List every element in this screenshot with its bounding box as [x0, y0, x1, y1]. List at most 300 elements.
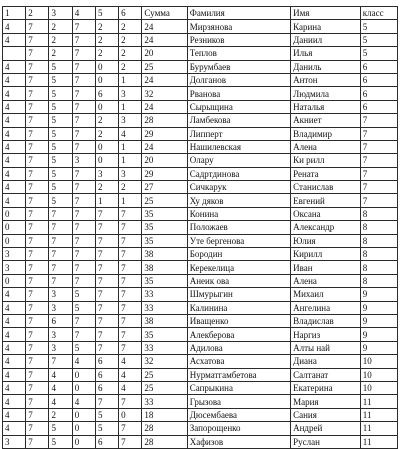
cell-sum: 35 [142, 221, 187, 234]
cell-grade: 8 [360, 221, 397, 234]
cell-task-4: 7 [72, 33, 95, 46]
cell-task-1: 4 [3, 314, 26, 327]
cell-task-3: 7 [49, 248, 72, 261]
cell-task-2: 7 [26, 355, 49, 368]
cell-task-4: 0 [72, 381, 95, 394]
cell-task-1: 3 [3, 248, 26, 261]
cell-task-4: 7 [72, 261, 95, 274]
cell-sum: 38 [142, 261, 187, 274]
cell-task-2: 7 [26, 341, 49, 354]
cell-task-2: 7 [26, 167, 49, 180]
header-cell-name: Имя [291, 7, 361, 20]
cell-task-4: 7 [72, 20, 95, 33]
cell-task-4: 7 [72, 73, 95, 86]
cell-surname: Бурумбаев [187, 60, 290, 73]
cell-task-3: 5 [49, 435, 72, 448]
cell-task-5: 7 [95, 395, 118, 408]
header-cell-task-1: 1 [3, 7, 26, 20]
table-row [3, 368, 398, 381]
cell-sum: 33 [142, 341, 187, 354]
cell-name: Ки рилл [291, 154, 361, 167]
cell-task-2: 7 [26, 33, 49, 46]
cell-task-6: 7 [119, 314, 142, 327]
cell-task-5: 7 [95, 207, 118, 220]
cell-task-2: 7 [26, 301, 49, 314]
cell-grade: 11 [360, 408, 397, 421]
cell-task-6: 4 [119, 127, 142, 140]
cell-surname: Асхатова [187, 355, 290, 368]
table-row [3, 140, 398, 153]
cell-task-3: 5 [49, 154, 72, 167]
cell-task-6: 2 [119, 20, 142, 33]
cell-sum: 33 [142, 395, 187, 408]
table-row [3, 355, 398, 368]
cell-surname: Мирзянова [187, 20, 290, 33]
cell-name: Владимир [291, 127, 361, 140]
cell-task-4: 7 [72, 181, 95, 194]
cell-sum: 32 [142, 355, 187, 368]
cell-task-1: 4 [3, 140, 26, 153]
cell-task-4: 7 [72, 328, 95, 341]
cell-task-6: 0 [119, 408, 142, 421]
cell-grade: 7 [360, 194, 397, 207]
cell-grade: 7 [360, 181, 397, 194]
cell-task-4: 4 [72, 355, 95, 368]
cell-sum: 38 [142, 314, 187, 327]
cell-sum: 20 [142, 154, 187, 167]
table-row [3, 127, 398, 140]
cell-task-5: 7 [95, 248, 118, 261]
cell-task-3: 3 [49, 328, 72, 341]
cell-task-5: 2 [95, 181, 118, 194]
cell-surname: Ху дяков [187, 194, 290, 207]
cell-name: Иван [291, 261, 361, 274]
cell-surname: Липперт [187, 127, 290, 140]
cell-task-4: 7 [72, 194, 95, 207]
cell-task-3: 5 [49, 100, 72, 113]
cell-task-2: 7 [26, 154, 49, 167]
cell-task-2: 7 [26, 274, 49, 287]
cell-sum: 28 [142, 422, 187, 435]
cell-task-5: 0 [95, 154, 118, 167]
cell-task-3: 5 [49, 422, 72, 435]
cell-task-3: 5 [49, 60, 72, 73]
cell-name: Андрей [291, 422, 361, 435]
cell-surname: Иващенко [187, 314, 290, 327]
cell-surname: Керекелица [187, 261, 290, 274]
cell-sum: 25 [142, 60, 187, 73]
cell-task-1: 4 [3, 422, 26, 435]
cell-sum: 24 [142, 73, 187, 86]
cell-task-1: 0 [3, 221, 26, 234]
cell-grade: 7 [360, 154, 397, 167]
cell-name: Илья [291, 47, 361, 60]
header-cell-surname: Фамилия [187, 7, 290, 20]
table-row [3, 274, 398, 287]
cell-surname: Резников [187, 33, 290, 46]
cell-grade: 10 [360, 368, 397, 381]
cell-grade: 5 [360, 47, 397, 60]
cell-grade: 6 [360, 73, 397, 86]
cell-grade: 11 [360, 435, 397, 448]
cell-task-3: 7 [49, 234, 72, 247]
cell-task-6: 2 [119, 47, 142, 60]
cell-task-2: 7 [26, 114, 49, 127]
cell-surname: Запорощенко [187, 422, 290, 435]
cell-task-1: 4 [3, 154, 26, 167]
table-row [3, 234, 398, 247]
cell-name: Сания [291, 408, 361, 421]
cell-task-5: 0 [95, 140, 118, 153]
cell-sum: 29 [142, 167, 187, 180]
cell-task-4: 7 [72, 114, 95, 127]
cell-name: Алена [291, 274, 361, 287]
cell-grade: 8 [360, 234, 397, 247]
cell-name: Юлия [291, 234, 361, 247]
cell-task-3: 5 [49, 127, 72, 140]
cell-task-6: 7 [119, 422, 142, 435]
cell-task-1: 4 [3, 73, 26, 86]
cell-task-1: 4 [3, 341, 26, 354]
cell-task-2: 7 [26, 328, 49, 341]
cell-task-1: 4 [3, 127, 26, 140]
cell-name: Александр [291, 221, 361, 234]
table-row [3, 207, 398, 220]
cell-task-2: 7 [26, 100, 49, 113]
cell-task-3: 5 [49, 87, 72, 100]
cell-task-1: 0 [3, 207, 26, 220]
cell-surname: Адилова [187, 341, 290, 354]
cell-name: Мария [291, 395, 361, 408]
cell-task-3: 2 [49, 408, 72, 421]
cell-name: Владислав [291, 314, 361, 327]
cell-sum: 18 [142, 408, 187, 421]
cell-task-2: 7 [26, 194, 49, 207]
table-row [3, 181, 398, 194]
cell-task-3: 5 [49, 194, 72, 207]
cell-task-1: 4 [3, 181, 26, 194]
cell-task-5: 6 [95, 368, 118, 381]
cell-surname: Ламбекова [187, 114, 290, 127]
cell-task-4: 0 [72, 368, 95, 381]
cell-task-3: 7 [49, 207, 72, 220]
cell-task-2: 7 [26, 435, 49, 448]
cell-task-4: 4 [72, 395, 95, 408]
cell-task-1: 4 [3, 395, 26, 408]
cell-task-2: 7 [26, 221, 49, 234]
cell-task-4: 7 [72, 274, 95, 287]
cell-name: Наргиз [291, 328, 361, 341]
table-row [3, 60, 398, 73]
cell-task-2: 7 [26, 73, 49, 86]
cell-grade: 6 [360, 100, 397, 113]
cell-task-1: 4 [3, 408, 26, 421]
table-row [3, 301, 398, 314]
cell-grade: 11 [360, 422, 397, 435]
cell-task-2: 7 [26, 408, 49, 421]
table-row [3, 422, 398, 435]
cell-sum: 24 [142, 100, 187, 113]
table-row [3, 47, 398, 60]
cell-task-2: 7 [26, 127, 49, 140]
cell-task-6: 1 [119, 154, 142, 167]
cell-task-6: 7 [119, 301, 142, 314]
cell-surname: Конина [187, 207, 290, 220]
cell-task-5: 7 [95, 274, 118, 287]
cell-sum: 24 [142, 140, 187, 153]
cell-task-1: 4 [3, 328, 26, 341]
table-row [3, 381, 398, 394]
cell-task-3: 3 [49, 288, 72, 301]
cell-task-4: 0 [72, 435, 95, 448]
cell-task-6: 7 [119, 435, 142, 448]
cell-task-1: 3 [3, 435, 26, 448]
cell-task-2: 7 [26, 395, 49, 408]
cell-grade: 11 [360, 395, 397, 408]
cell-task-5: 2 [95, 114, 118, 127]
cell-task-3: 5 [49, 167, 72, 180]
cell-surname: Долганов [187, 73, 290, 86]
cell-task-2: 7 [26, 261, 49, 274]
cell-task-1: 4 [3, 194, 26, 207]
cell-sum: 24 [142, 33, 187, 46]
header-cell-sum: Сумма [142, 7, 187, 20]
header-cell-task-6: 6 [119, 7, 142, 20]
cell-task-4: 7 [72, 314, 95, 327]
cell-task-1: 4 [3, 20, 26, 33]
cell-surname: Калинина [187, 301, 290, 314]
cell-task-3: 3 [49, 301, 72, 314]
cell-task-5: 2 [95, 127, 118, 140]
cell-task-6: 7 [119, 248, 142, 261]
cell-grade: 8 [360, 261, 397, 274]
cell-task-2: 7 [26, 234, 49, 247]
cell-task-6: 4 [119, 381, 142, 394]
cell-task-1: 4 [3, 381, 26, 394]
cell-task-3: 7 [49, 355, 72, 368]
cell-task-4: 7 [72, 47, 95, 60]
cell-surname: Нурматгамбетова [187, 368, 290, 381]
cell-name: Даниль [291, 60, 361, 73]
cell-sum: 20 [142, 47, 187, 60]
cell-name: Оксана [291, 207, 361, 220]
cell-task-4: 7 [72, 248, 95, 261]
cell-task-3: 6 [49, 314, 72, 327]
cell-name: Антон [291, 73, 361, 86]
cell-task-4: 7 [72, 127, 95, 140]
cell-task-3: 5 [49, 181, 72, 194]
cell-sum: 33 [142, 301, 187, 314]
cell-sum: 28 [142, 435, 187, 448]
cell-grade: 8 [360, 248, 397, 261]
cell-task-1: 4 [3, 355, 26, 368]
cell-sum: 35 [142, 207, 187, 220]
cell-sum: 24 [142, 20, 187, 33]
cell-task-3: 4 [49, 381, 72, 394]
cell-name: Алена [291, 140, 361, 153]
cell-task-2: 7 [26, 368, 49, 381]
table-row [3, 100, 398, 113]
cell-name: Акниет [291, 114, 361, 127]
header-cell-task-5: 5 [95, 7, 118, 20]
header-cell-task-4: 4 [72, 7, 95, 20]
header-cell-grade: класс [360, 7, 397, 20]
cell-name: Михаил [291, 288, 361, 301]
cell-task-5: 0 [95, 60, 118, 73]
cell-surname: Сырыщина [187, 100, 290, 113]
table-row [3, 114, 398, 127]
cell-task-3: 7 [49, 261, 72, 274]
cell-task-6: 7 [119, 261, 142, 274]
cell-name: Станислав [291, 181, 361, 194]
cell-task-5: 7 [95, 234, 118, 247]
cell-task-4: 7 [72, 60, 95, 73]
cell-task-2: 7 [26, 248, 49, 261]
table-row [3, 248, 398, 261]
cell-task-6: 4 [119, 368, 142, 381]
cell-task-4: 7 [72, 207, 95, 220]
table-row [3, 33, 398, 46]
cell-task-5: 5 [95, 408, 118, 421]
cell-name: Салтанат [291, 368, 361, 381]
cell-surname: Алекберова [187, 328, 290, 341]
cell-task-5: 1 [95, 194, 118, 207]
cell-task-4: 3 [72, 154, 95, 167]
table-row [3, 314, 398, 327]
cell-sum: 27 [142, 181, 187, 194]
table-row [3, 167, 398, 180]
cell-task-5: 6 [95, 381, 118, 394]
cell-task-5: 0 [95, 73, 118, 86]
cell-grade: 10 [360, 355, 397, 368]
cell-task-1: 4 [3, 100, 26, 113]
table-row [3, 408, 398, 421]
cell-grade: 6 [360, 87, 397, 100]
cell-task-6: 2 [119, 33, 142, 46]
cell-task-2: 7 [26, 140, 49, 153]
cell-task-3: 2 [49, 20, 72, 33]
cell-sum: 25 [142, 381, 187, 394]
cell-task-5: 7 [95, 341, 118, 354]
cell-sum: 38 [142, 248, 187, 261]
cell-task-5: 6 [95, 435, 118, 448]
cell-name: Ангелина [291, 301, 361, 314]
header-row [3, 7, 398, 20]
cell-task-5: 7 [95, 301, 118, 314]
cell-task-2: 7 [26, 47, 49, 60]
cell-task-1: 4 [3, 114, 26, 127]
cell-task-3: 3 [49, 341, 72, 354]
cell-task-3: 4 [49, 368, 72, 381]
cell-task-4: 7 [72, 100, 95, 113]
header-cell-task-2: 2 [26, 7, 49, 20]
cell-grade: 7 [360, 167, 397, 180]
cell-grade: 8 [360, 207, 397, 220]
cell-task-1: 0 [3, 234, 26, 247]
table-row [3, 20, 398, 33]
cell-name: Диана [291, 355, 361, 368]
cell-task-5: 7 [95, 314, 118, 327]
cell-task-6: 4 [119, 355, 142, 368]
cell-task-6: 2 [119, 60, 142, 73]
cell-name: Наталья [291, 100, 361, 113]
cell-surname: Хафизов [187, 435, 290, 448]
cell-grade: 5 [360, 20, 397, 33]
cell-grade: 9 [360, 314, 397, 327]
cell-surname: Сапрыкина [187, 381, 290, 394]
table-row [3, 154, 398, 167]
cell-sum: 25 [142, 368, 187, 381]
cell-task-6: 7 [119, 288, 142, 301]
cell-surname: Рванова [187, 87, 290, 100]
cell-task-4: 7 [72, 221, 95, 234]
cell-task-4: 7 [72, 234, 95, 247]
cell-surname: Шмурыгин [187, 288, 290, 301]
cell-sum: 35 [142, 234, 187, 247]
cell-task-2: 7 [26, 20, 49, 33]
cell-task-1: 4 [3, 368, 26, 381]
cell-task-6: 1 [119, 73, 142, 86]
table-row [3, 435, 398, 448]
cell-task-5: 2 [95, 47, 118, 60]
cell-name: Алты най [291, 341, 361, 354]
cell-task-6: 7 [119, 395, 142, 408]
table-row [3, 194, 398, 207]
cell-task-6: 1 [119, 140, 142, 153]
cell-task-4: 0 [72, 408, 95, 421]
cell-task-6: 7 [119, 328, 142, 341]
cell-sum: 25 [142, 194, 187, 207]
cell-task-2: 7 [26, 314, 49, 327]
cell-surname: Садртдинова [187, 167, 290, 180]
cell-task-1: 0 [3, 274, 26, 287]
cell-task-5: 3 [95, 167, 118, 180]
cell-sum: 33 [142, 288, 187, 301]
cell-surname: Уте бергенова [187, 234, 290, 247]
cell-grade: 9 [360, 301, 397, 314]
cell-name: Людмила [291, 87, 361, 100]
cell-task-6: 7 [119, 234, 142, 247]
cell-task-6: 3 [119, 87, 142, 100]
cell-task-1: 4 [3, 167, 26, 180]
cell-task-5: 6 [95, 355, 118, 368]
cell-task-2: 7 [26, 60, 49, 73]
cell-task-6: 2 [119, 181, 142, 194]
cell-task-5: 7 [95, 221, 118, 234]
cell-task-2: 7 [26, 288, 49, 301]
cell-sum: 32 [142, 87, 187, 100]
cell-surname: Сичкарук [187, 181, 290, 194]
cell-task-2: 7 [26, 381, 49, 394]
cell-surname: Положаев [187, 221, 290, 234]
cell-grade: 10 [360, 381, 397, 394]
cell-task-3: 4 [49, 395, 72, 408]
cell-task-6: 1 [119, 194, 142, 207]
cell-grade: 9 [360, 341, 397, 354]
table-row [3, 341, 398, 354]
cell-task-5: 2 [95, 33, 118, 46]
cell-task-1: 4 [3, 288, 26, 301]
cell-name: Кирилл [291, 248, 361, 261]
cell-task-4: 7 [72, 87, 95, 100]
cell-task-1 [3, 47, 26, 60]
cell-surname: Теплов [187, 47, 290, 60]
cell-task-4: 7 [72, 167, 95, 180]
cell-surname: Бородин [187, 248, 290, 261]
cell-task-5: 7 [95, 288, 118, 301]
cell-grade: 5 [360, 33, 397, 46]
cell-grade: 7 [360, 114, 397, 127]
